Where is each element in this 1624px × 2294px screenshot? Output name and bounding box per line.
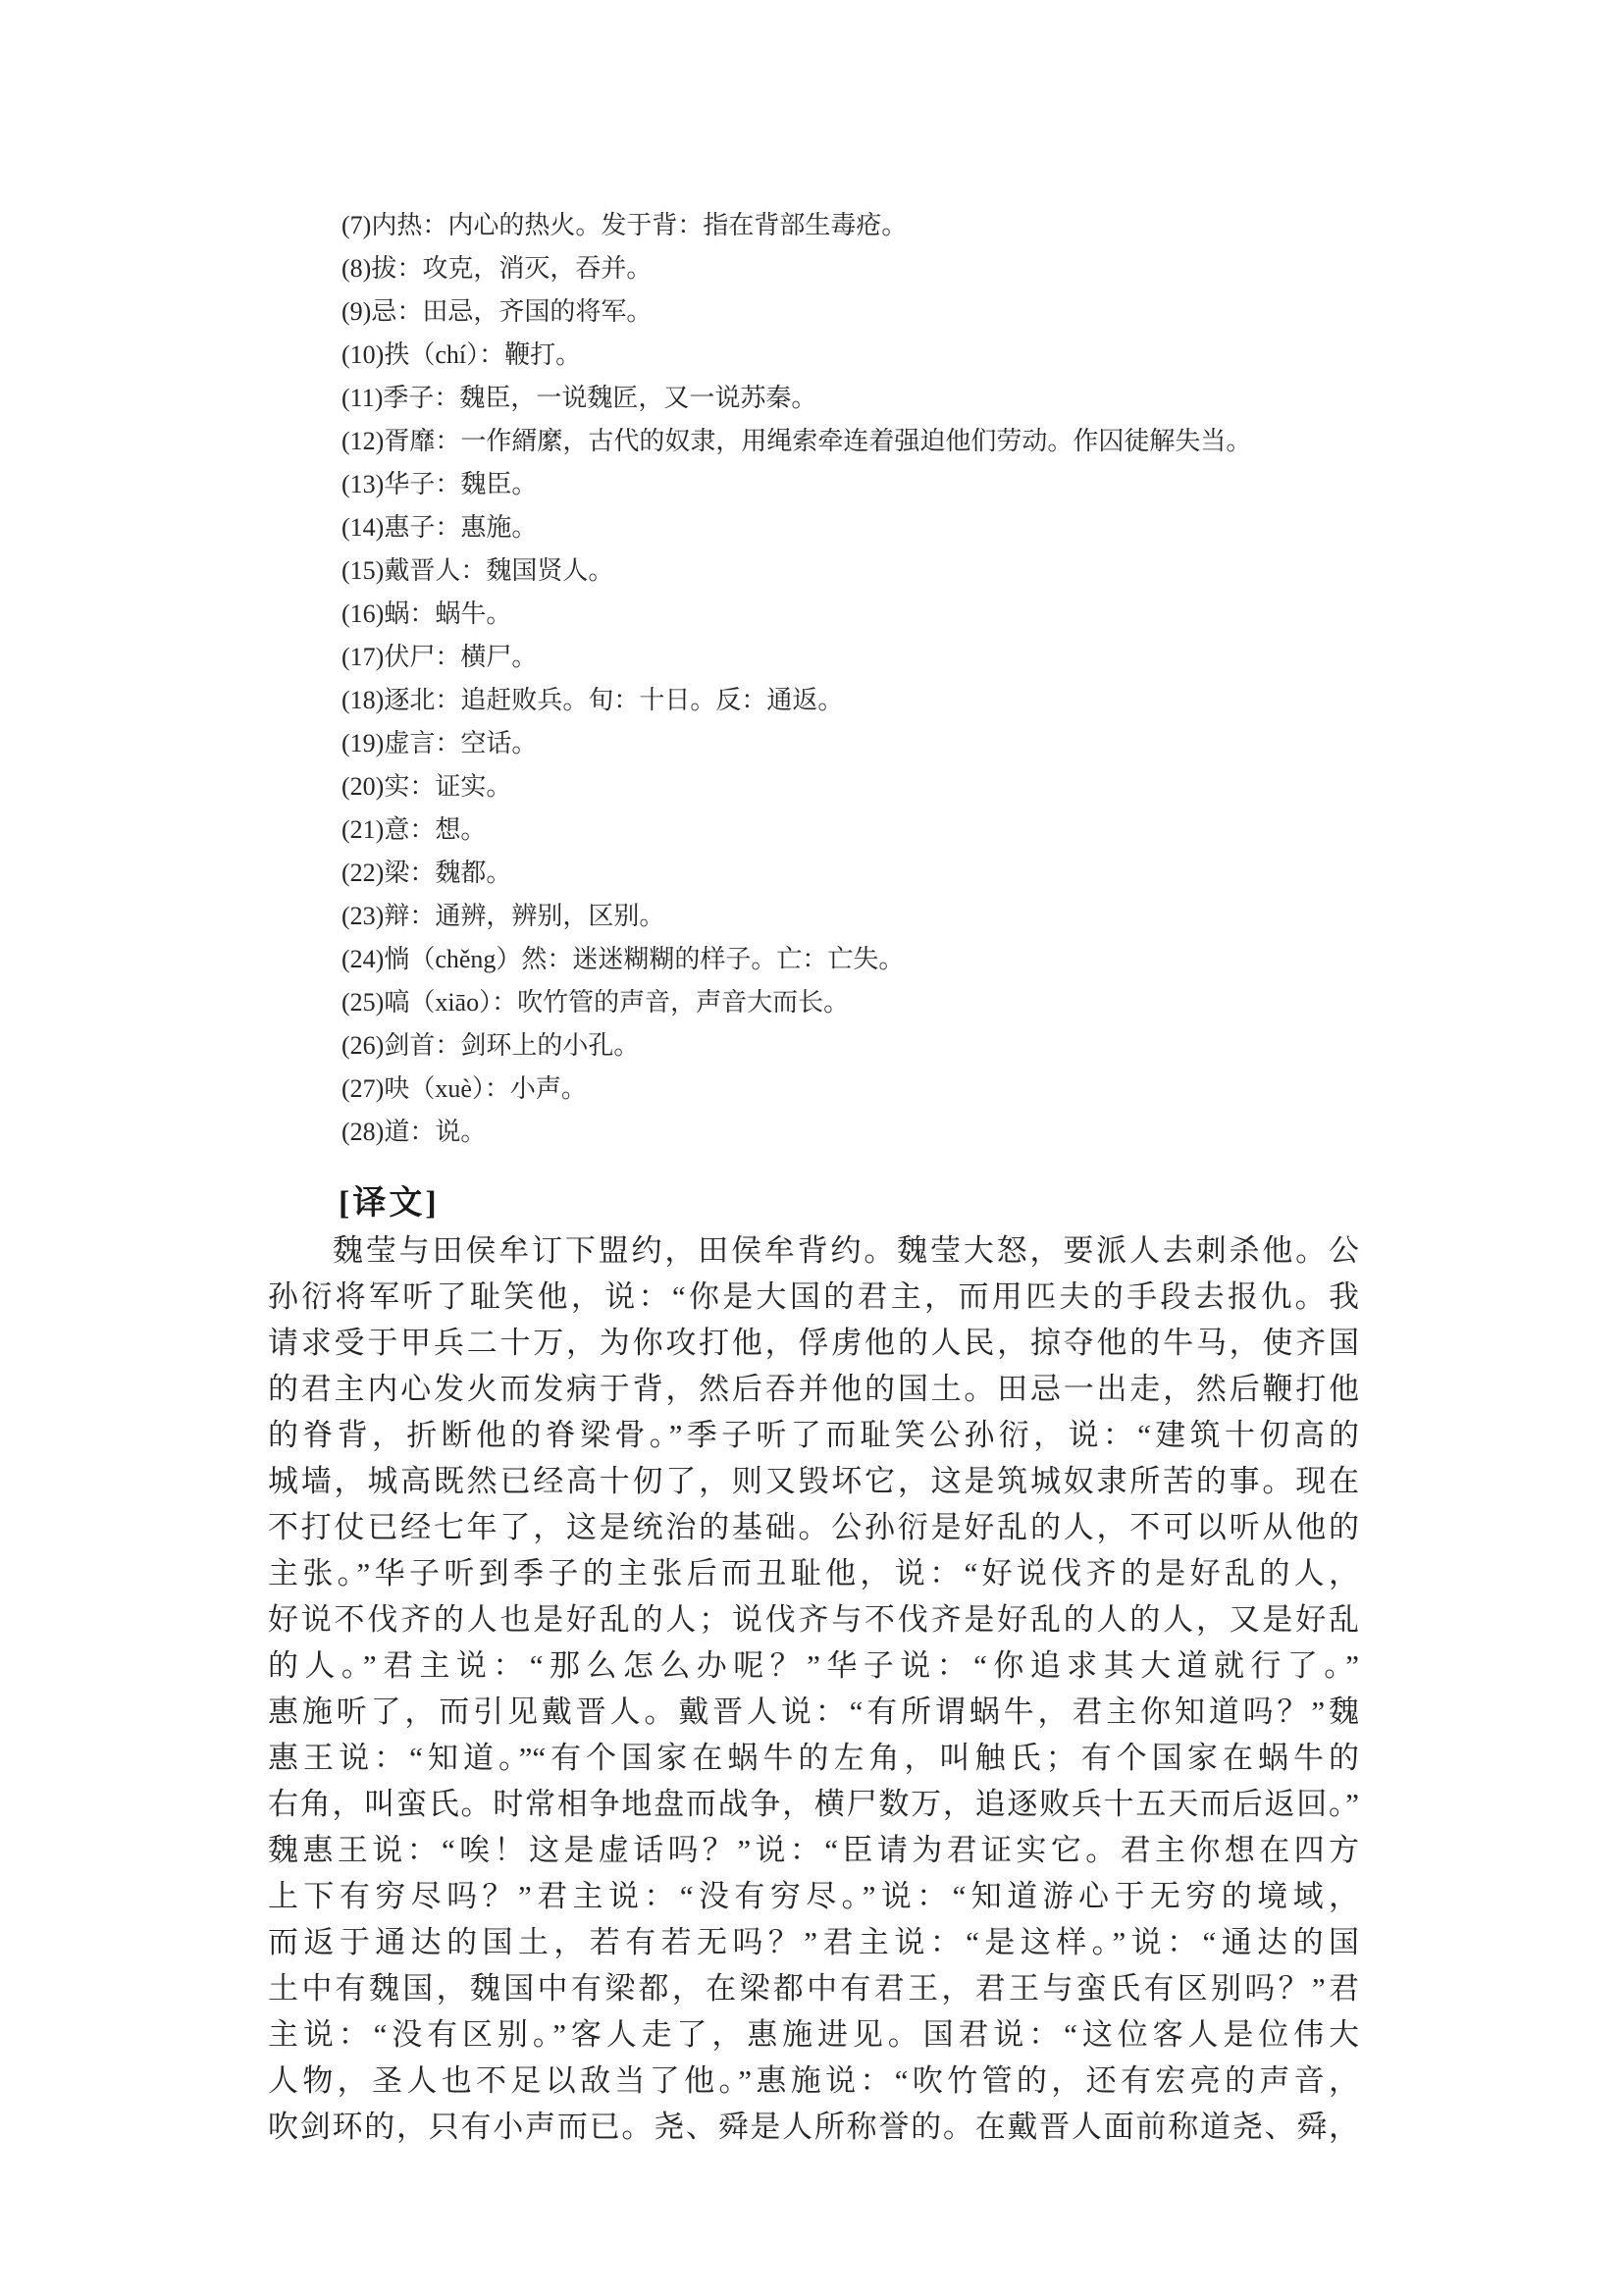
note-line: (14)惠子：惠施。 — [341, 513, 538, 542]
note-line: (16)蜗：蜗牛。 — [341, 600, 512, 628]
paragraph-line: 而返于通达的国土，若有若无吗？”君主说：“是这样。”说：“通达的国 — [268, 1925, 1359, 1959]
paragraph-line: 吹剑环的，只有小声而已。尧、舜是人所称誉的。在戴晋人面前称道尧、舜， — [268, 2110, 1359, 2144]
note-line: (12)胥靡：一作縃縻，古代的奴隶，用绳索牵连着强迫他们劳动。作囚徒解失当。 — [341, 427, 1252, 455]
note-line: (25)嗃（xiāo）：吹竹管的声音，声音大而长。 — [341, 988, 850, 1017]
paragraph-line: 惠王说：“知道。”“有个国家在蜗牛的左角，叫触氏；有个国家在蜗牛的 — [268, 1741, 1359, 1775]
note-line: (15)戴晋人：魏国贤人。 — [341, 556, 614, 585]
paragraph-line: 魏莹与田侯牟订下盟约，田侯牟背约。魏莹大怒，要派人去刺杀他。公 — [333, 1233, 1359, 1268]
note-line: (10)抶（chí）：鞭打。 — [341, 340, 582, 369]
note-line: (8)拔：攻克，消灭，吞并。 — [341, 254, 653, 283]
note-line: (9)忌：田忌，齐国的将军。 — [341, 297, 653, 326]
paragraph-line: 的君主内心发火而发病于背，然后吞并他的国土。田忌一出走，然后鞭打他 — [268, 1372, 1359, 1406]
paragraph-line: 城墙，城高既然已经高十仞了，则又毁坏它，这是筑城奴隶所苦的事。现在 — [268, 1464, 1359, 1498]
annotations-section — [341, 204, 1450, 1154]
note-line: (23)辩：通辨，辨别，区别。 — [341, 902, 665, 930]
paragraph-line: 右角，叫蛮氏。时常相争地盘而战争，横尸数万，追逐败兵十五天而后返回。” — [268, 1787, 1359, 1821]
paragraph-line: 的人。”君主说：“那么怎么办呢？”华子说：“你追求其大道就行了。” — [268, 1648, 1359, 1683]
paragraph-line: 魏惠王说：“唉！这是虚话吗？”说：“臣请为君证实它。君主你想在四方 — [268, 1833, 1359, 1867]
paragraph-line: 的脊背，折断他的脊梁骨。”季子听了而耻笑公孙衍，说：“建筑十仞高的 — [268, 1418, 1359, 1452]
translation-paragraph — [268, 1227, 1359, 2150]
note-line: (21)意：想。 — [341, 815, 487, 844]
note-line: (17)伏尸：横尸。 — [341, 643, 538, 671]
note-line: (7)内热：内心的热火。发于背：指在背部生毒疮。 — [341, 211, 908, 239]
paragraph-line: 主说：“没有区别。”客人走了，惠施进见。国君说：“这位客人是位伟大 — [268, 2017, 1359, 2052]
translation-heading: [译文] — [339, 1185, 440, 1222]
note-line: (27)吷（xuè）：小声。 — [341, 1074, 587, 1103]
note-line: (13)华子：魏臣。 — [341, 470, 538, 498]
paragraph-line: 孙衍将军听了耻笑他，说：“你是大国的君主，而用匹夫的手段去报仇。我 — [268, 1279, 1359, 1314]
note-line: (26)剑首：剑环上的小孔。 — [341, 1031, 640, 1060]
note-line: (28)道：说。 — [341, 1118, 487, 1146]
note-line: (22)梁：魏都。 — [341, 859, 512, 887]
paragraph-line: 主张。”华子听到季子的主张后而丑耻他，说：“好说伐齐的是好乱的人， — [268, 1556, 1359, 1590]
paragraph-line: 不打仗已经七年了，这是统治的基础。公孙衍是好乱的人，不可以听从他的 — [268, 1510, 1359, 1544]
note-line: (24)惝（chěng）然：迷迷糊糊的样子。亡：亡失。 — [341, 945, 905, 973]
paragraph-line: 土中有魏国，魏国中有梁都，在梁都中有君王，君王与蛮氏有区别吗？”君 — [268, 1971, 1359, 2006]
note-line: (11)季子：魏臣，一说魏匠，又一说苏秦。 — [341, 384, 817, 412]
note-line: (18)逐北：追赶败兵。旬：十日。反：通返。 — [341, 686, 844, 714]
paragraph-line: 请求受于甲兵二十万，为你攻打他，俘虏他的人民，掠夺他的牛马，使齐国 — [268, 1326, 1359, 1360]
note-line: (20)实：证实。 — [341, 772, 512, 801]
paragraph-line: 惠施听了，而引见戴晋人。戴晋人说：“有所谓蜗牛，君主你知道吗？”魏 — [268, 1694, 1359, 1729]
paragraph-line: 人物，圣人也不足以敌当了他。”惠施说：“吹竹管的，还有宏亮的声音， — [268, 2063, 1359, 2098]
paragraph-line: 上下有穷尽吗？”君主说：“没有穷尽。”说：“知道游心于无穷的境域， — [268, 1879, 1359, 1913]
paragraph-line: 好说不伐齐的人也是好乱的人；说伐齐与不伐齐是好乱的人的人，又是好乱 — [268, 1602, 1359, 1637]
note-line: (19)虚言：空话。 — [341, 729, 538, 757]
